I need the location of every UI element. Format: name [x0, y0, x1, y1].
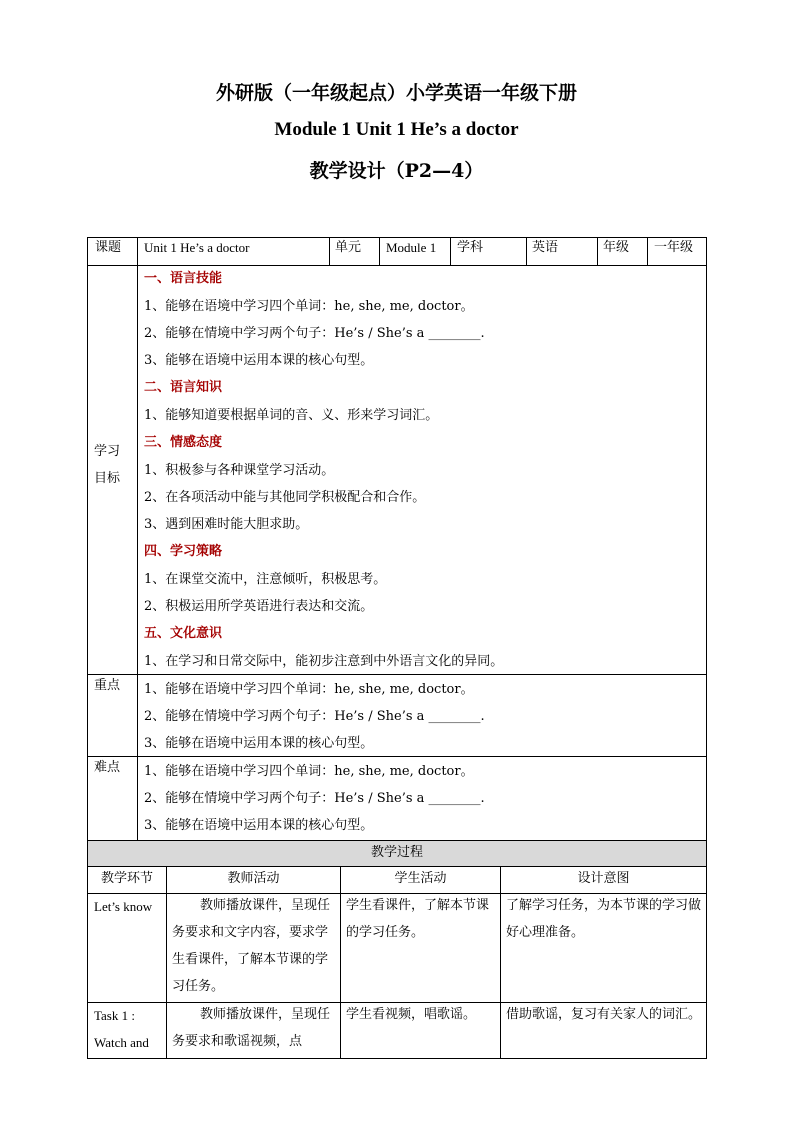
design-intent: 了解学习任务，为本节课的学习做好心理准备。: [506, 898, 702, 940]
list-item: 1、在学习和日常交际中，能初步注意到中外语言文化的异同。: [144, 654, 504, 669]
list-item: 2、能够在情境中学习两个句子：He’s / She’s a ________.: [144, 709, 485, 724]
process-step: Task 1 :: [94, 1008, 135, 1023]
design-intent: 借助歌谣，复习有关家人的词汇。: [506, 1007, 702, 1022]
label-unit: 单元: [335, 240, 362, 255]
grade-value: 一年级: [654, 240, 694, 255]
process-title: 教学过程: [370, 845, 423, 860]
list-item: 3、能够在语境中运用本课的核心句型。: [144, 736, 374, 751]
list-item: 2、能够在情境中学习两个句子：He’s / She’s a ________.: [144, 326, 485, 341]
process-header: 设计意图: [577, 871, 630, 886]
list-item: 3、遇到困难时能大胆求助。: [144, 517, 309, 532]
section-title: 四、学习策略: [144, 544, 223, 559]
label-grade: 年级: [603, 240, 630, 255]
process-header: 教师活动: [227, 871, 280, 886]
process-step: Let’s know: [94, 899, 153, 914]
doc-subtitle: 教学设计（P2—4）: [309, 160, 484, 182]
list-item: 1、能够在语境中学习四个单词：he, she, me, doctor。: [144, 299, 474, 314]
list-item: 2、积极运用所学英语进行表达和交流。: [144, 599, 374, 614]
student-activity: 学生看视频，唱歌谣。: [346, 1007, 477, 1022]
label-topic: 课题: [95, 240, 122, 255]
doc-title-cn: 外研版（一年级起点）小学英语一年级下册: [215, 82, 577, 104]
list-item: 2、在各项活动中能与其他同学积极配合和合作。: [144, 490, 426, 505]
process-header: 教学环节: [100, 871, 153, 886]
section-title: 二、语言知识: [144, 380, 223, 395]
teacher-activity: 教师播放课件，呈现任务要求和文字内容，要求学生看课件，了解本节课的学习任务。: [172, 898, 331, 994]
objectives-label-2: 目标: [94, 471, 121, 486]
section-title: 一、语言技能: [144, 271, 223, 286]
topic-value: Unit 1 He’s a doctor: [144, 240, 250, 255]
keypoints-label: 重点: [94, 678, 121, 693]
process-header: 学生活动: [394, 871, 447, 886]
difficulties-label: 难点: [94, 760, 121, 775]
list-item: 1、能够知道要根据单词的音、义、形来学习词汇。: [144, 408, 439, 423]
subject-value: 英语: [532, 240, 559, 255]
section-title: 三、情感态度: [144, 435, 223, 450]
list-item: 1、积极参与各种课堂学习活动。: [144, 463, 335, 478]
unit-value: Module 1: [386, 240, 437, 255]
label-subject: 学科: [457, 240, 484, 255]
student-activity: 学生看课件，了解本节课的学习任务。: [346, 898, 490, 940]
list-item: 1、能够在语境中学习四个单词：he, she, me, doctor。: [144, 764, 474, 779]
teacher-activity: 教师播放课件，呈现任务要求和歌谣视频，点: [172, 1007, 331, 1049]
list-item: 1、能够在语境中学习四个单词：he, she, me, doctor。: [144, 682, 474, 697]
objectives-label-1: 学习: [94, 444, 121, 459]
doc-title-en: Module 1 Unit 1 He’s a doctor: [274, 119, 519, 140]
process-step: Watch and: [94, 1035, 149, 1050]
list-item: 3、能够在语境中运用本课的核心句型。: [144, 818, 374, 833]
list-item: 2、能够在情境中学习两个句子：He’s / She’s a ________.: [144, 791, 485, 806]
list-item: 1、在课堂交流中，注意倾听，积极思考。: [144, 572, 387, 587]
section-title: 五、文化意识: [144, 626, 223, 641]
list-item: 3、能够在语境中运用本课的核心句型。: [144, 353, 374, 368]
